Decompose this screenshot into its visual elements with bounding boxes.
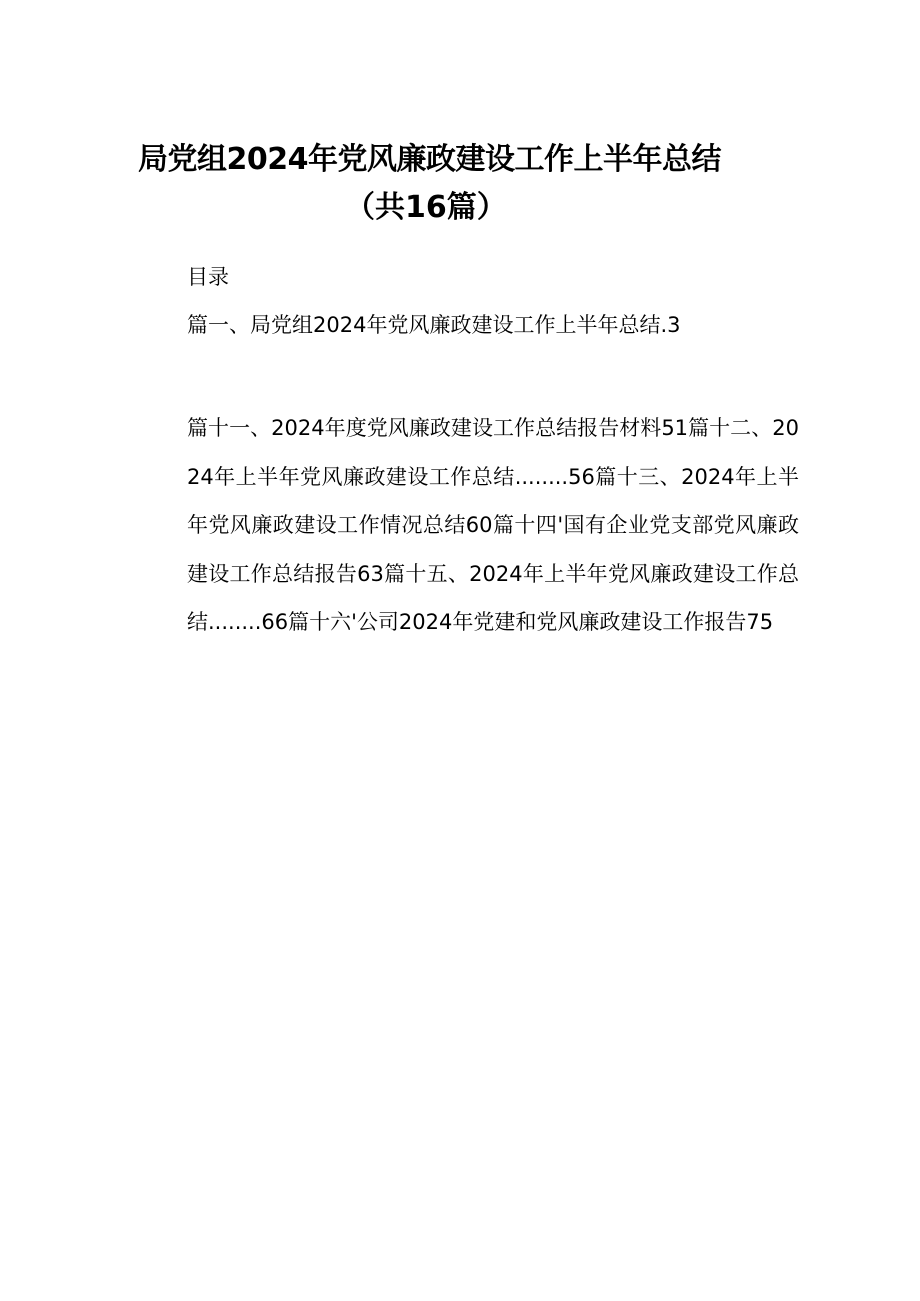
toc-entry: 篇十四'国有企业党支部党风廉政建设工作总结报告63 <box>187 513 799 586</box>
toc-entry: 篇十五、2024年上半年党风廉政建设工作总结........66 <box>187 561 799 634</box>
document-title: 局党组2024年党风廉政建设工作上半年总结 <box>138 142 721 177</box>
toc-paragraph <box>187 404 799 647</box>
toc-heading: 目录 <box>187 265 229 289</box>
toc-entry: 篇十一、2024年度党风廉政建设工作总结报告材料51 <box>187 416 689 440</box>
toc-entry: 篇十二、2024年上半年党风廉政建设工作总结........56 <box>187 416 799 489</box>
toc-entry: 篇十六'公司2024年党建和党风廉政建设工作报告75 <box>288 610 774 634</box>
toc-entry: 篇十三、2024年上半年党风廉政建设工作情况总结60 <box>187 464 799 537</box>
document-subtitle: （共16篇） <box>345 190 507 225</box>
toc-entry: 篇一、局党组2024年党风廉政建设工作上半年总结.3 <box>187 313 681 337</box>
